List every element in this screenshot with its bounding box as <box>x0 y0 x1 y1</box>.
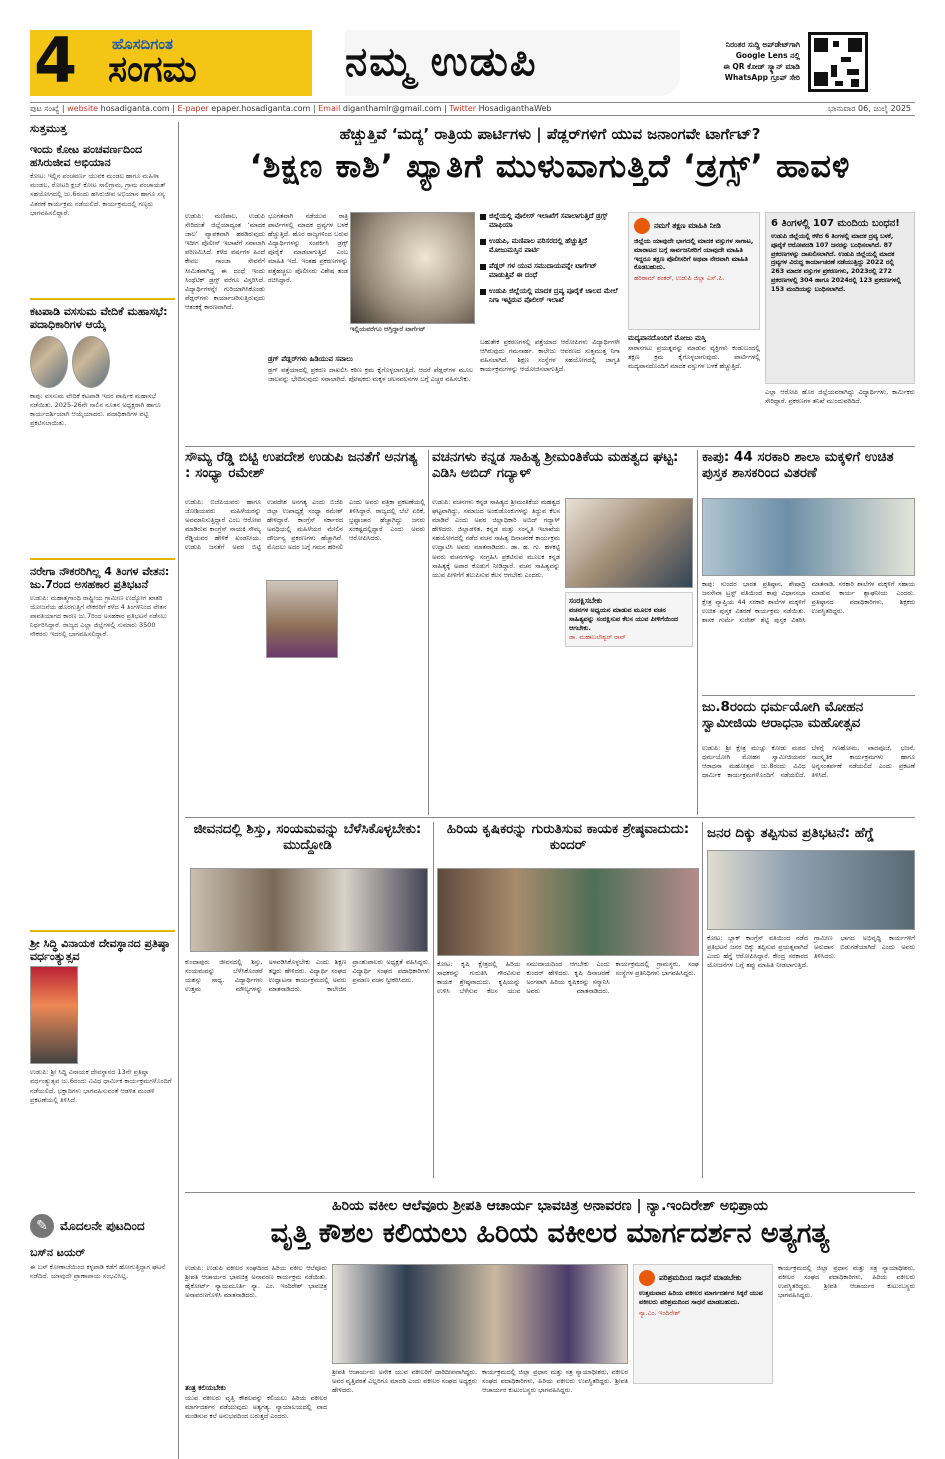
sidebar-headline[interactable]: ಬಸ್‌ನ ಟಯರ್ <box>30 1246 86 1260</box>
lead-subhead: ಮದ್ಯಪಾನದೊಂದಿಗೆ ಮೋಜು ಮಸ್ತಿ <box>628 334 706 342</box>
pencil-icon: ✎ <box>30 1214 54 1238</box>
lead-col4: ಬಹುತೇಕ ಪ್ರಕರಣಗಳಲ್ಲಿ ಪತ್ತೆಯಾದ ಆರೋಪಿಗಳು ವಿದ್ಯಾರ್ಥಿಗಳೇ ಆಗಿರುವುದು ಗಮನಾರ್ಹ. ಕಾಲೇಜು ಆವರಣದ ಸುತ್ತಮುತ್ತ ನಿಗಾ ವಹಿಸಲಾಗಿದೆ. ಶಿಕ್ಷಣ ಸಂಸ್ಥೆಗಳ ಸಹಯೋಗದಲ್ಲಿ ಜಾಗೃತಿ ಕಾರ್ಯಕ್ರಮಗಳನ್ನು ಆಯೋಜಿಸಲಾಗುತ್ತಿದೆ. <box>480 338 620 374</box>
event-photo <box>565 498 693 588</box>
story-body: ಉಡುಪಿ: ಬಿಜೆಪಿಯವರು ಹಾಗೂ ಜೋಶಿಯವರು ಮಹಿಳೆಯರನ್ನು ಅವಮಾನಿಸುತ್ತಿದ್ದಾರೆ ಎಂಬ ಆರೋಪ ಮಾಡಿರುವ ಕಾಂಗ್ರೆಸ್ ನಾಯಕಿ ಸೌಮ್ಯ ರೆಡ್ಡಿಯವರ ಹೇಳಿಕೆ ಖಂಡನೀಯ. ಉಡುಪಿ ಜನತೆಗೆ ಅವರ ಬಿಟ್ಟಿ ಉಪದೇಶ ಅನಗತ್ಯ ಎಂದು ಬಿಜೆಪಿ ಜಿಲ್ಲಾ ಉಪಾಧ್ಯಕ್ಷೆ ಸಂಧ್ಯಾ ರಮೇಶ್ ಹೇಳಿದ್ದಾರೆ. ಕಾಂಗ್ರೆಸ್ ಸರ್ಕಾರದ ಅವಧಿಯಲ್ಲಿ ಮಹಿಳೆಯರ ಮೇಲಿನ ದೌರ್ಜನ್ಯ ಪ್ರಕರಣಗಳು ಹೆಚ್ಚಾಗಿವೆ. ಮೊದಲು ಅದರ ಬಗ್ಗೆ ಗಮನ ಹರಿಸಲಿ ಎಂದು ಅವರು ಪತ್ರಿಕಾ ಪ್ರಕಟಣೆಯಲ್ಲಿ ತಿಳಿಸಿದ್ದಾರೆ. ರಾಜ್ಯದಲ್ಲಿ ಬೆಲೆ ಏರಿಕೆ, ಭ್ರಷ್ಟಾಚಾರ ಹೆಚ್ಚಾಗಿದ್ದು ಜನರು ಸಂಕಷ್ಟದಲ್ಲಿದ್ದಾರೆ ಎಂದು ಅವರು ಆರೋಪಿಸಿದರು. <box>185 498 425 552</box>
story-headline[interactable]: ಹಿರಿಯ ಕೃಷಿಕರನ್ನು ಗುರುತಿಸುವ ಕಾಯಕ ಶ್ರೇಷ್ಠವಾದುದು: ಕುಂದರ್ <box>446 821 690 853</box>
drugs-photo <box>350 212 475 324</box>
sidebar-body: ಕಾಪು: ವಸಸುಮ ವೇದಿಕೆ ಕಟಪಾಡಿ ಇದರ ವಾರ್ಷಿಕ ಮಹಾಸಭೆ ನಡೆಯಿತು. 2025-26ನೇ ಸಾಲಿನ ನೂತನ ಅಧ್ಯಕ್ಷರಾಗಿ ಹಾಗೂ ಕಾರ್ಯದರ್ಶಿಯಾಗಿ ಆಯ್ಕೆಯಾದರು. ಪದಾಧಿಕಾರಿಗಳ ಪಟ್ಟಿ ಪ್ರಕಟಿಸಲಾಯಿತು. <box>30 391 161 427</box>
info-bar: ಪುಟ ಸಂಖ್ಯೆ | website hosadiganta.com | E-paper epaper.hosadiganta.com | Email diganthamlr@gmail.com | Twitter HosadiganthaWeb ಭಾನುವಾರ 06, ಜುಲೈ 2025 <box>30 102 915 116</box>
bottom-kicker: ಹಿರಿಯ ವಕೀಲ ಆಲೆವೂರು ಶ್ರೀಪತಿ ಆಚಾರ್ಯ ಭಾವಚಿತ್ರ ಅನಾವರಣ | ನ್ಯಾ.ಇಂದಿರೇಶ್ ಅಭಿಪ್ರಾಯ <box>331 1198 769 1214</box>
stat-body: ಉಡುಪಿ ಜಿಲ್ಲೆಯಲ್ಲಿ ಕಳೆದ 6 ತಿಂಗಳಲ್ಲಿ ಮಾದಕ ದ್ರವ್ಯ ಬಳಕೆ, ಪೂರೈಕೆ ಆರೋಪದಡಿ 107 ಜನರನ್ನು ಬಂಧಿಸಲಾಗಿದೆ. 87 ಪ್ರಕರಣಗಳನ್ನು ದಾಖಲಿಸಲಾಗಿದೆ. ಉಡುಪಿ ಜಿಲ್ಲೆಯಲ್ಲಿ ಮಾದಕ ದ್ರವ್ಯಗಳ ವಿರುದ್ಧ ಕಾರ್ಯಾಚರಣೆ ನಡೆಯುತ್ತಿದ್ದು 2022 ರಲ್ಲಿ 263 ಮಾದಕ ವಸ್ತುಗಳ ಪ್ರಕರಣಗಳು, 2023ರಲ್ಲಿ 272 ಪ್ರಕರಣಗಳಲ್ಲಿ 304 ಹಾಗೂ 2024ರಲ್ಲಿ 123 ಪ್ರಕರಣಗಳಲ್ಲಿ 153 ಮಂದಿಯನ್ನು ಬಂಧಿಸಲಾಗಿದೆ. <box>771 233 901 293</box>
section-title: ನಮ್ಮ ಉಡುಪಿ <box>345 39 538 85</box>
bullet-icon <box>480 239 486 245</box>
bullet-text: ಜಿಲ್ಲೆಯಲ್ಲಿ ಪೊಲೀಸ್ ಇಲಾಖೆಗೆ ಸವಾಲಾಗುತ್ತಿದೆ ಡ್ರಗ್ಸ್ ಮಾಫಿಯಾ <box>489 212 608 230</box>
sidebar <box>30 122 175 1459</box>
story-body: ಕುಂದಾಪುರ: ಜೀವನದಲ್ಲಿ ಶಿಸ್ತು, ಸಂಯಮವನ್ನು ಬೆಳೆಸಿಕೊಂಡರೆ ಯಶಸ್ಸು ಸಾಧ್ಯ. ವಿದ್ಯಾರ್ಥಿಗಳು ಉತ್ತಮ ಮೌಲ್ಯಗಳನ್ನು ಅಳವಡಿಸಿಕೊಳ್ಳಬೇಕು ಎಂದು ಶಿಕ್ಷಣ ತಜ್ಞರು ಹೇಳಿದರು. ವಿದ್ಯಾರ್ಥಿ ಸಂಘದ ಉದ್ಘಾಟನಾ ಕಾರ್ಯಕ್ರಮದಲ್ಲಿ ಅವರು ಮಾತನಾಡಿದರು. ಕಾಲೇಜಿನ ಪ್ರಾಂಶುಪಾಲರು ಅಧ್ಯಕ್ಷತೆ ವಹಿಸಿದ್ದರು. ವಿದ್ಯಾರ್ಥಿ ಸಂಘದ ಪದಾಧಿಕಾರಿಗಳು ಪ್ರಮಾಣ ವಚನ ಸ್ವೀಕರಿಸಿದರು. <box>185 958 430 994</box>
bottom-col2: ಯುವ ವಕೀಲರು ವೃತ್ತಿ ಕೌಶಲವನ್ನು ಕಲಿಯಲು ಹಿರಿಯ ವಕೀಲರ ಮಾರ್ಗದರ್ಶನ ಪಡೆಯುವುದು ಅತ್ಯಗತ್ಯ. ನ್ಯಾಯಾಲಯದಲ್ಲಿ ವಾದ ಮಂಡಿಸುವ ಕಲೆ ಅನುಭವದಿಂದ ಬರುತ್ತದೆ ಎಂದರು. <box>185 1394 327 1421</box>
idol-photo <box>30 966 78 1064</box>
bullet-icon <box>480 289 486 295</box>
brand-main: ಸಂಗಮ <box>108 49 197 90</box>
qr-code-icon[interactable] <box>808 32 868 92</box>
promo-line: ಈ QR ಕೋಡ್ ಸ್ಕ್ಯಾನ್ ಮಾಡಿ <box>723 61 800 71</box>
page-number: 4 <box>34 24 78 97</box>
stat-box <box>765 212 915 384</box>
lead-col5: ಸಾರಾಸಗಟು ಪ್ರಯತ್ನವನ್ನು ಮಾಡುವ ವ್ಯಕ್ತಿಗಳು ಕಂಡುಬಂದಲ್ಲಿ ತಕ್ಷಣ ಕ್ರಮ ಕೈಗೊಳ್ಳಲಾಗುವುದು. ಪಾರ್ಟಿಗಳಲ್ಲಿ ಮದ್ಯಪಾನದೊಂದಿಗೆ ಮಾದಕ ವಸ್ತುಗಳ ಬಳಕೆ ಹೆಚ್ಚುತ್ತಿದೆ. <box>628 344 760 371</box>
quote-source: ಡಾ. ಮಹಾಬಲೇಶ್ವರ್ ರಾವ್ <box>569 634 626 642</box>
story-body: ಉಡುಪಿ: ಶ್ರೀ ಕ್ಷೇತ್ರ ಮುಚ್ಲು ಕೋಡು ಮಠದ ಧರ್ಮಯೋಗಿ ಮೋಹನ ಸ್ವಾಮೀಜಿಯವರ ಆರಾಧನಾ ಮಹೋತ್ಸವ ಜು.8ರಂದು ವಿವಿಧ ಧಾರ್ಮಿಕ ಕಾರ್ಯಕ್ರಮಗಳೊಂದಿಗೆ ನಡೆಯಲಿದೆ. ಬೆಳಗ್ಗೆ ಗಣಹೋಮ, ಪಾದಪೂಜೆ, ಭಜನೆ, ಸಾಂಸ್ಕೃತಿಕ ಕಾರ್ಯಕ್ರಮಗಳು ಹಾಗೂ ಅನ್ನಸಂತರ್ಪಣೆ ನಡೆಯಲಿದೆ ಎಂದು ಪ್ರಕಟಣೆ ತಿಳಿಸಿದೆ. <box>702 744 915 780</box>
sidebar-body: ಕೋಟ: ಇಲ್ಲಿನ ಪಂಚವರ್ಣ ಯುವಕ ಮಂಡಲ ಹಾಗೂ ಮಹಿಳಾ ಮಂಡಲ, ರೋಟರಿ ಕ್ಲಬ್ ಕೋಟ ಸಾಲಿಗ್ರಾಮ, ಗ್ರಾಮ ಪಂಚಾಯತ್ ಸಹಯೋಗದಲ್ಲಿ ಜು.6ರಂದು ಹಸಿರುಜೀವ ಅಭಿಯಾನ ಹಾಗೂ ಸಸ್ಯ ವಿತರಣೆ ಕಾರ್ಯಕ್ರಮ ನಡೆಯಲಿದೆ. ಕಾರ್ಯಕ್ರಮದಲ್ಲಿ ಗಣ್ಯರು ಭಾಗವಹಿಸಲಿದ್ದಾರೆ. <box>30 172 166 217</box>
bullet-icon <box>480 214 486 220</box>
sidebar-headline[interactable]: ಕಟಪಾಡಿ ವಸಸುಮ ವೇದಿಕೆ ಮಹಾಸಭೆ: ಪದಾಧಿಕಾರಿಗಳ ಆಯ್ಕೆ <box>30 305 168 332</box>
event-photo <box>702 498 915 576</box>
lead-bullets <box>480 212 620 306</box>
stat-tail: ಎಲ್ಲಾ ಆರೋಪಿ ಹೊರ ಜಿಲ್ಲೆಯವರಾಗಿದ್ದು ವಿದ್ಯಾರ್ಥಿಗಳು, ಕಾರ್ಮಿಕರು ಸೇರಿದ್ದಾರೆ. ಪ್ರಕರಣಗಳ ತನಿಖೆ ಮುಂದುವರಿದಿದೆ. <box>765 388 915 406</box>
lead-col3: ಡ್ರಗ್ ಪತ್ತೆಯಾದಲ್ಲಿ ಪ್ರಕರಣ ದಾಖಲಿಸಿ ಕಠಿಣ ಕ್ರಮ ಕೈಗೊಳ್ಳಲಾಗುತ್ತಿದೆ. ಆದರೆ ಪೆಡ್ಲರ್‌ಗಳ ಮೂಲ ಜಾಲವನ್ನು ಭೇದಿಸುವುದು ಸವಾಲಾಗಿದೆ. ಪೋಷಕರು ಮಕ್ಕಳ ಚಲನವಲನಗಳ ಬಗ್ಗೆ ಎಚ್ಚರ ವಹಿಸಬೇಕು. <box>268 366 473 384</box>
stat-title: 6 ತಿಂಗಳಲ್ಲಿ 107 ಮಂದಿಯ ಬಂಧನ! <box>771 218 900 229</box>
sidebar-headline[interactable]: ಶ್ರೀ ಸಿದ್ಧಿ ವಿನಾಯಕ ದೇವಸ್ಥಾನದ ಪ್ರತಿಷ್ಠಾ ವರ್ಧಂತ್ಯುತ್ಸವ <box>30 936 170 964</box>
email-link[interactable]: diganthamlr@gmail.com <box>342 104 442 113</box>
sidebar-headline[interactable]: ಇಂದು ಕೋಟ ಪಂಚವರ್ಣದಿಂದ ಹಸಿರುಜೀವ ಅಭಿಯಾನ <box>30 142 143 170</box>
event-photo <box>190 868 428 952</box>
sidebar-body: ಉಡುಪಿ: ಮಹಾತ್ಮಗಾಂಧಿ ರಾಷ್ಟ್ರೀಯ ಗ್ರಾಮೀಣ ಉದ್ಯೋಗ ಖಾತರಿ ಯೋಜನೆಯ ಹೊರಗುತ್ತಿಗೆ ನೌಕರರಿಗೆ ಕಳೆದ 4 ತಿಂಗಳಿನಿಂದ ವೇತನ ಪಾವತಿಯಾಗದ ಕಾರಣ ಜು.7ರಿಂದ ಅಸಹಕಾರ ಪ್ರತಿಭಟನೆ ನಡೆಸಲು ನಿರ್ಧರಿಸಿದ್ದಾರೆ. ರಾಜ್ಯದ ಎಲ್ಲಾ ಜಿಲ್ಲೆಗಳಲ್ಲಿ ಸುಮಾರು 3500 ನೌಕರರು ಇದರಲ್ಲಿ ಭಾಗವಹಿಸಲಿದ್ದಾರೆ. <box>30 593 167 639</box>
bottom-col4: ಕಾರ್ಯಕ್ರಮದಲ್ಲಿ ಜಿಲ್ಲಾ ಪ್ರಧಾನ ಮತ್ತು ಸತ್ರ ನ್ಯಾಯಾಧೀಶರು, ವಕೀಲರ ಸಂಘದ ಪದಾಧಿಕಾರಿಗಳು, ಹಿರಿಯ ವಕೀಲರು ಉಪಸ್ಥಿತರಿದ್ದರು. ಶ್ರೀಪತಿ ಆಚಾರ್ಯರ ಕುಟುಂಬಸ್ಥರು ಭಾಗವಹಿಸಿದ್ದರು. <box>482 1368 628 1395</box>
email-label: Email <box>318 104 341 113</box>
lead-kicker: ಹೆಚ್ಚುತ್ತಿವೆ ‘ಮದ್ಯ’ ರಾತ್ರಿಯ ಪಾರ್ಟಿಗಳು | ಪೆಡ್ಲರ್‌ಗಳಿಗೆ ಯುವ ಜನಾಂಗವೇ ಟಾರ್ಗೆಟ್? <box>339 125 761 143</box>
lead-subhead: ಇಲ್ಲಿಯವರೆಗೂ ಆಗ್ತಿದ್ದಾರೆ ಟಾರ್ಗೆಟ್ <box>350 325 426 333</box>
page-label: ಪುಟ ಸಂಖ್ಯೆ <box>30 104 60 113</box>
tip-title: ನಮಗೆ ತಕ್ಷಣ ಮಾಹಿತಿ ನೀಡಿ <box>654 220 721 230</box>
event-photo <box>332 1264 628 1364</box>
story-body: ಕೋಟ: ಬ್ಲಾಕ್ ಕಾಂಗ್ರೆಸ್ ವತಿಯಿಂದ ನಡೆದ ಪ್ರತಿಭಟನೆ ಜನರ ದಿಕ್ಕು ತಪ್ಪಿಸುವ ಪ್ರಯತ್ನವಾಗಿದೆ ಎಂದು ಹೆಗ್ಡೆ ಆರೋಪಿಸಿದ್ದಾರೆ. ಕೇಂದ್ರ ಸರಕಾರದ ಯೋಜನೆಗಳ ಬಗ್ಗೆ ತಪ್ಪು ಮಾಹಿತಿ ನೀಡಲಾಗುತ್ತಿದೆ. ಗ್ರಾಮೀಣ ಭಾಗದ ಅಭಿವೃದ್ಧಿ ಕಾರ್ಯಗಳಿಗೆ ಅನುದಾನ ಬಿಡುಗಡೆಯಾಗಿದೆ ಎಂದು ಅವರು ತಿಳಿಸಿದರು. <box>707 934 915 970</box>
sidebar-body: ಉಡುಪಿ: ಶ್ರೀ ಸಿದ್ಧಿ ವಿನಾಯಕ ದೇವಸ್ಥಾನದ 13ನೇ ಪ್ರತಿಷ್ಠಾ ವರ್ಧಂತ್ಯುತ್ಸವ ಜು.6ರಂದು ವಿವಿಧ ಧಾರ್ಮಿಕ ಕಾರ್ಯಕ್ರಮಗಳೊಂದಿಗೆ ನಡೆಯಲಿದೆ. ಭಕ್ತಾದಿಗಳು ಭಾಗವಹಿಸುವಂತೆ ಆಡಳಿತ ಮಂಡಳಿ ಪ್ರಕಟಣೆಯಲ್ಲಿ ತಿಳಿಸಿದೆ. <box>30 1068 172 1104</box>
alert-icon <box>634 218 650 234</box>
story-headline[interactable]: ಕಾಪು: 44 ಸರಕಾರಿ ಶಾಲಾ ಮಕ್ಕಳಿಗೆ ಉಚಿತ ಪುಸ್ತಕ ಶಾಸಕರಿಂದ ವಿತರಣೆ <box>702 449 894 481</box>
sidebar-label: ಸುತ್ತಮುತ್ತ <box>30 122 67 135</box>
story-body: ಕಾಪು: ಸುಂದರ ಭಾರತ ಪ್ರತಿಷ್ಠಾನ, ಶೇಷಾದ್ರಿ ಜನಸೇವಾ ಟ್ರಸ್ಟ್ ವತಿಯಿಂದ ಕಾಪು ವಿಧಾನಸಭಾ ಕ್ಷೇತ್ರ ವ್ಯಾಪ್ತಿಯ 44 ಸರಕಾರಿ ಶಾಲೆಗಳ ಮಕ್ಕಳಿಗೆ ಉಚಿತ ಪುಸ್ತಕ ವಿತರಣೆ ಕಾರ್ಯಕ್ರಮ ನಡೆಯಿತು. ಶಾಸಕ ಗುರ್ಮೆ ಸುರೇಶ್ ಶೆಟ್ಟಿ ಪುಸ್ತಕ ವಿತರಿಸಿ ಮಾತನಾಡಿ, ಸರಕಾರಿ ಶಾಲೆಗಳ ಮಕ್ಕಳಿಗೆ ಸಹಾಯ ಮಾಡುವ ಕಾರ್ಯ ಶ್ಲಾಘನೀಯ ಎಂದರು. ಪ್ರತಿಷ್ಠಾನದ ಪದಾಧಿಕಾರಿಗಳು, ಶಿಕ್ಷಕರು ಉಪಸ್ಥಿತರಿದ್ದರು. <box>702 580 915 625</box>
quote-box <box>633 1264 773 1384</box>
bottom-col5: ಕಾರ್ಯಕ್ರಮದಲ್ಲಿ ಜಿಲ್ಲಾ ಪ್ರಧಾನ ಮತ್ತು ಸತ್ರ ನ್ಯಾಯಾಧೀಶರು, ವಕೀಲರ ಸಂಘದ ಪದಾಧಿಕಾರಿಗಳು, ಹಿರಿಯ ವಕೀಲರು ಉಪಸ್ಥಿತರಿದ್ದರು. ಶ್ರೀಪತಿ ಆಚಾರ್ಯರ ಕುಟುಂಬಸ್ಥರು ಭಾಗವಹಿಸಿದ್ದರು. <box>778 1264 915 1300</box>
epaper-link[interactable]: epaper.hosadiganta.com <box>211 104 311 113</box>
website-link[interactable]: hosadiganta.com <box>100 104 170 113</box>
issue-date: ಭಾನುವಾರ 06, ಜುಲೈ 2025 <box>828 104 911 113</box>
tip-body: ಜಿಲ್ಲೆಯ ಯಾವುದೇ ಭಾಗದಲ್ಲಿ ಮಾದಕ ವಸ್ತುಗಳ ಸಾಗಾಟ, ಮಾರಾಟದ ಬಗ್ಗೆ ಸಾರ್ವಜನಿಕರಿಗೆ ಯಾವುದೇ ಮಾಹಿತಿ ಇದ್ದರೂ ತಕ್ಷಣ ಪೊಲೀಸರಿಗೆ ಅಥವಾ ನೇರವಾಗಿ ಮಾಹಿತಿ ಕೊಡಬಹುದು. <box>634 237 754 272</box>
story-headline[interactable]: ಜು.8ರಂದು ಧರ್ಮಯೋಗಿ ಮೋಹನ ಸ್ವಾಮೀಜಿಯ ಆರಾಧನಾ ಮಹೋತ್ಸವ <box>702 699 864 731</box>
qr-promo <box>690 40 800 84</box>
story-headline[interactable]: ಸೌಮ್ಯ ರೆಡ್ಡಿ ಬಿಟ್ಟಿ ಉಪದೇಶ ಉಡುಪಿ ಜನತೆಗೆ ಅನಗತ್ಯ : ಸಂಧ್ಯಾ ರಮೇಶ್ <box>185 449 418 481</box>
bottom-col3: ಶ್ರೀಪತಿ ಆಚಾರ್ಯರು ಅನೇಕ ಯುವ ವಕೀಲರಿಗೆ ದಾರಿದೀಪವಾಗಿದ್ದರು. ಅವರ ವೃತ್ತಿಪರತೆ ಎಲ್ಲರಿಗೂ ಮಾದರಿ ಎಂದು ವಕೀಲರ ಸಂಘದ ಅಧ್ಯಕ್ಷರು ಹೇಳಿದರು. <box>332 1368 477 1395</box>
event-photo <box>707 850 915 930</box>
quote-box <box>565 592 693 647</box>
quote-title: ಪರಿಶ್ರಮದಿಂದ ಸಾಧನೆ ಮಾಡಬೇಕು <box>659 1272 742 1282</box>
person-photo <box>72 336 110 388</box>
masthead <box>0 0 945 118</box>
sidebar-headline[interactable]: ನರೇಗಾ ನೌಕರರಿಗಿಲ್ಲ 4 ತಿಂಗಳ ವೇತನ: ಜು.7ರಂದ ಅಸಹಕಾರ ಪ್ರತಿಭಟನೆ <box>30 564 170 591</box>
alert-icon <box>639 1270 655 1286</box>
epaper-label: E-paper <box>177 104 209 113</box>
bottom-headline[interactable]: ವೃತ್ತಿ ಕೌಶಲ ಕಲಿಯಲು ಹಿರಿಯ ವಕೀಲರ ಮಾರ್ಗದರ್ಶನ ಅತ್ಯಗತ್ಯ <box>270 1218 830 1249</box>
tip-box <box>628 212 760 330</box>
story-headline[interactable]: ವಚನಗಳು ಕನ್ನಡ ಸಾಹಿತ್ಯ ಶ್ರೀಮಂತಿಕೆಯ ಮಹತ್ವದ ಘಟ್ಟ: ಎಡಿಸಿ ಅಬಿದ್ ಗದ್ಯಾಳ್ <box>432 449 679 481</box>
first-page-label: ಮೊದಲನೇ ಪುಟದಿಂದ <box>60 1218 145 1233</box>
story-body: ಉಡುಪಿ: ವಚನಗಳು ಕನ್ನಡ ಸಾಹಿತ್ಯದ ಶ್ರೀಮಂತಿಕೆಯ ಮಹತ್ವದ ಘಟ್ಟವಾಗಿದ್ದು, ಸಮಾಜದ ಅಂಕುಡೊಂಕುಗಳನ್ನು ತಿದ್ದುವ ಕೆಲಸ ಮಾಡಿವೆ ಎಂದು ಅಪರ ಜಿಲ್ಲಾಧಿಕಾರಿ ಅಬಿದ್ ಗದ್ಯಾಳ್ ಹೇಳಿದರು. ಜಿಲ್ಲಾಡಳಿತ, ಕನ್ನಡ ಮತ್ತು ಸಂಸ್ಕೃತಿ ಇಲಾಖೆಯ ಸಹಯೋಗದಲ್ಲಿ ನಡೆದ ವಚನ ಸಾಹಿತ್ಯ ದಿನಾಚರಣೆ ಕಾರ್ಯಕ್ರಮ ಉದ್ಘಾಟಿಸಿ ಅವರು ಮಾತನಾಡಿದರು. ಡಾ. ಹ. ಗು. ಹಳಕಟ್ಟಿ ಅವರು ವಚನಗಳನ್ನು ಸಂಗ್ರಹಿಸಿ ಪ್ರಕಟಿಸುವ ಮೂಲಕ ಕನ್ನಡ ಸಾಹಿತ್ಯಕ್ಕೆ ಅಪಾರ ಕೊಡುಗೆ ನೀಡಿದ್ದಾರೆ. ವಚನ ಸಾಹಿತ್ಯವನ್ನು ಯುವ ಪೀಳಿಗೆಗೆ ತಲುಪಿಸುವ ಕೆಲಸ ಆಗಬೇಕು ಎಂದರು. <box>432 498 560 579</box>
quote-title: ಸಂರಕ್ಷಿಸಬೇಕು <box>569 596 603 605</box>
twitter-label: Twitter <box>449 104 477 113</box>
promo-line: ನಿರಂತರ ಸುದ್ದಿ ಅಪ್‌ಡೇಟ್‌ಗಾಗಿ <box>725 40 800 49</box>
sidebar-body: ಈ ಬಸ್ ಕೋಣಾಜೆಯಿಂದ ಕಳ್ಳಪಾಡಿ ಕಡೆಗೆ ಹೋಗುತ್ತಿದ್ದಾಗ ಘಟನೆ ನಡೆದಿದೆ. ಯಾವುದೇ ಪ್ರಾಣಾಪಾಯ ಸಂಭವಿಸಿಲ್ಲ. <box>30 1262 166 1280</box>
person-photo <box>30 336 68 388</box>
bottom-col1: ಉಡುಪಿ: ಉಡುಪಿ ವಕೀಲರ ಸಂಘದಿಂದ ಹಿರಿಯ ವಕೀಲ ಆಲೆವೂರು ಶ್ರೀಪತಿ ಆಚಾರ್ಯರ ಭಾವಚಿತ್ರ ಅನಾವರಣ ಕಾರ್ಯಕ್ರಮ ನಡೆಯಿತು. ಹೈಕೋರ್ಟ್ ನ್ಯಾಯಮೂರ್ತಿ ನ್ಯಾ. ಎಂ. ಇಂದಿರೇಶ್ ಭಾವಚಿತ್ರ ಅನಾವರಣಗೊಳಿಸಿ ಮಾತನಾಡಿದರು. <box>185 1264 327 1300</box>
story-headline[interactable]: ಜೀವನದಲ್ಲಿ ಶಿಸ್ತು, ಸಂಯಮವನ್ನು ಬೆಳೆಸಿಕೊಳ್ಳಬೇಕು: ಮುದ್ದೋಡಿ <box>193 821 422 853</box>
story-headline[interactable]: ಜನರ ದಿಕ್ಕು ತಪ್ಪಿಸುವ ಪ್ರತಿಭಟನೆ: ಹೆಗ್ಡೆ <box>707 825 875 841</box>
promo-line: Google Lens ನಲ್ಲಿ <box>735 50 800 60</box>
lead-subhead: ಡ್ರಗ್ ಪೆಡ್ಲರ್‌ಗಳು ಹಿಡಿಯುವ ಸವಾಲು <box>268 355 353 363</box>
bullet-icon <box>480 264 486 270</box>
quote-source: ನ್ಯಾ.ಎಂ. ಇಂದಿರೇಶ್ <box>639 1309 681 1317</box>
lead-headline[interactable]: ‘ಶಿಕ್ಷಣ ಕಾಶಿ’ ಖ್ಯಾತಿಗೆ ಮುಳುವಾಗುತ್ತಿದೆ ‘ಡ್ರಗ್ಸ್’ ಹಾವಳಿ <box>249 147 851 185</box>
bullet-text: ಉಡುಪಿ, ಮಣಿಪಾಲ ಪರಿಸರದಲ್ಲಿ ಹೆಚ್ಚುತ್ತಿದೆ ಮೋಜುಮಸ್ತಿನ ಪಾರ್ಟಿ <box>489 236 588 255</box>
lead-col1: ಉಡುಪಿ: ಮಣಿಪಾಲ, ಉಡುಪಿ ಸೇರಿದಂತೆ ಜಿಲ್ಲೆಯಾದ್ಯಂತ ‘ಮಾದಕ ಜಾಲ’ ವ್ಯಾಪಕವಾಗಿ ಹರಡಿರುವುದು ಇದೀಗ ಪೊಲೀಸ್ ಇಲಾಖೆಗೆ ಸವಾಲಾಗಿ ಪರಿಣಮಿಸಿದೆ. ಕಳೆದ ವರ್ಷಗಳ ಹಿಂದೆ ಕೇವಲ ಗಾಂಜಾ ಸೇವನೆಗೆ ಸೀಮಿತವಾಗಿದ್ದ ಈ ದಂಧೆ ಇಂದು ಸಿಂಥೆಟಿಕ್ ಡ್ರಗ್ಸ್ ವರೆಗೂ ವಿಸ್ತರಿಸಿದೆ. ವಿದ್ಯಾರ್ಥಿಗಳನ್ನೇ ಗುರಿಯಾಗಿಸಿಕೊಂಡು ಪೆಡ್ಲರ್‌ಗಳು ಕಾರ್ಯಾಚರಿಸುತ್ತಿರುವುದು ಆತಂಕಕ್ಕೆ ಕಾರಣವಾಗಿದೆ. <box>185 212 265 311</box>
person-photo <box>266 580 338 658</box>
tip-source: ಹರಿರಾಮ್ ಶಂಕರ್, ಉಡುಪಿ ಜಿಲ್ಲಾ ಎಸ್.ಪಿ. <box>634 275 725 283</box>
lead-col2: ಭೂಗತವಾಗಿ ನಡೆಯುವ ರಾತ್ರಿ ಪಾರ್ಟಿಗಳಲ್ಲಿ ಮಾದಕ ದ್ರವ್ಯಗಳ ಬಳಕೆ ಹೆಚ್ಚುತ್ತಿದೆ. ಹೊರ ರಾಜ್ಯಗಳಿಂದ ಬರುವ ವಿದ್ಯಾರ್ಥಿಗಳನ್ನು ಸಂಪರ್ಕಿಸಿ ಡ್ರಗ್ಸ್ ಪೂರೈಕೆ ಮಾಡಲಾಗುತ್ತಿದೆ ಎಂಬ ಮಾಹಿತಿ ಇದೆ. ಇಂತಹ ಪ್ರಕರಣಗಳನ್ನು ಪತ್ತೆಹಚ್ಚಲು ಪೊಲೀಸರು ವಿಶೇಷ ತಂಡ ರಚಿಸಿದ್ದಾರೆ. <box>268 212 348 284</box>
promo-line: WhatsApp ಗ್ರೂಪ್ ಸೇರಿ <box>724 72 800 82</box>
bullet-text: ಪೆಡ್ಲರ್ ಗಳ ಯುವ ಸಮುದಾಯವನ್ನೇ ಟಾರ್ಗೆಟ್ ಮಾಡುತ್ತಿವೆ ಈ ದಂಧೆ <box>489 261 597 280</box>
brand-top: ಹೊಸದಿಗಂತ <box>112 35 173 53</box>
twitter-link[interactable]: HosadiganthaWeb <box>478 104 552 113</box>
bullet-text: ಉಡುಪಿ ಜಿಲ್ಲೆಯಲ್ಲಿ ಮಾದಕ ದ್ರವ್ಯ ಪೂರೈಕೆ ಜಾಲದ ಮೇಲೆ ನಿಗಾ ಇಟ್ಟಿರುವ ಪೊಲೀಸ್ ಇಲಾಖೆ <box>489 286 618 305</box>
quote-body: ಉತ್ತಮವಾದ ಹಿರಿಯ ವಕೀಲರ ಮಾರ್ಗದರ್ಶನ ಸಿಕ್ಕರೆ ಯುವ ವಕೀಲರು ಪರಿಶ್ರಮದಿಂದ ಸಾಧನೆ ಮಾಡಬಹುದು. <box>639 1289 763 1306</box>
story-body: ಕೋಟ: ಕೃಷಿ ಕ್ಷೇತ್ರದಲ್ಲಿ ಹಿರಿಯ ಸಾಧಕರನ್ನು ಗುರುತಿಸಿ ಗೌರವಿಸುವ ಕಾಯಕ ಶ್ರೇಷ್ಠವಾದುದು. ಕೃಷಿಯನ್ನು ಉಳಿಸಿ ಬೆಳೆಸುವ ಕೆಲಸ ಯುವ ಸಮುದಾಯದಿಂದ ಆಗಬೇಕು ಎಂದು ಕುಂದರ್ ಹೇಳಿದರು. ಕೃಷಿ ದಿನಾಚರಣೆ ಅಂಗವಾಗಿ ಹಿರಿಯ ಕೃಷಿಕರನ್ನು ಸನ್ಮಾನಿಸಿ ಅವರು ಮಾತನಾಡಿದರು. ಕಾರ್ಯಕ್ರಮದಲ್ಲಿ ಗ್ರಾಮಸ್ಥರು, ಸಂಘ ಸಂಸ್ಥೆಗಳ ಪ್ರತಿನಿಧಿಗಳು ಭಾಗವಹಿಸಿದ್ದರು. <box>437 960 699 996</box>
website-label: website <box>67 104 99 113</box>
event-photo <box>437 868 699 956</box>
bottom-subhead: ತಂತ್ರ ಕಲಿಯಬೇಕು <box>185 1384 226 1392</box>
quote-body: ವಚನಗಳ ಅಧ್ಯಯನ ಮಾಡುವ ಮೂಲಕ ವಚನ ಸಾಹಿತ್ಯವನ್ನು ಸಂರಕ್ಷಿಸುವ ಕೆಲಸ ಯುವ ಪೀಳಿಗೆಯಿಂದ ಆಗಬೇಕು. <box>569 606 679 632</box>
